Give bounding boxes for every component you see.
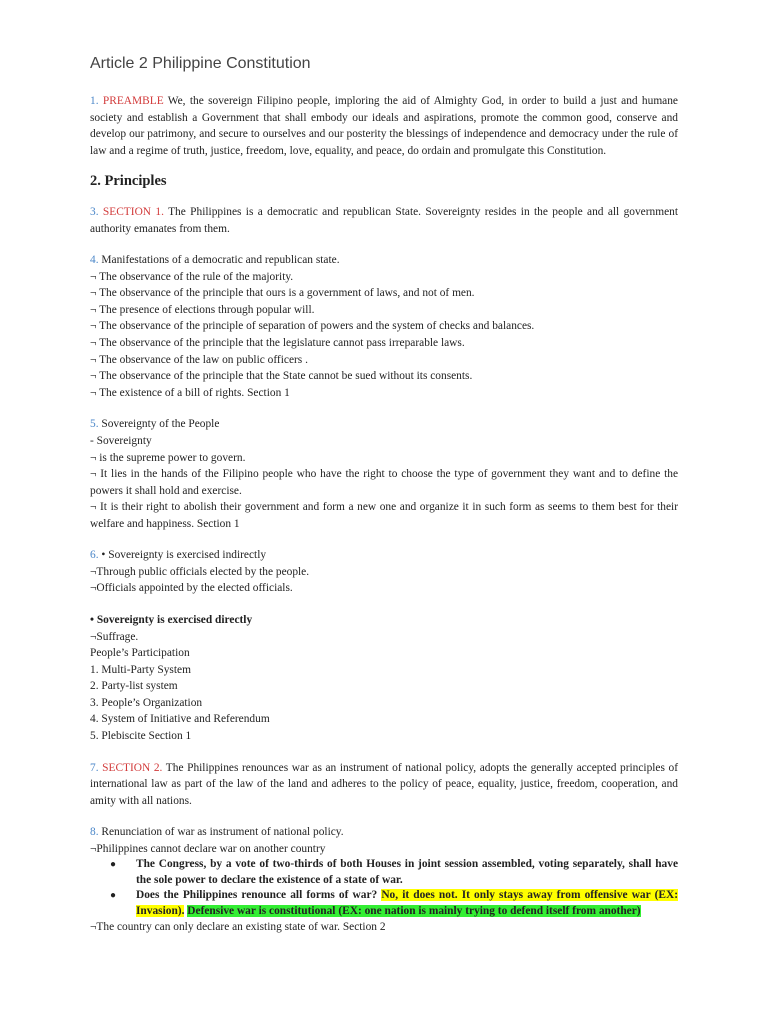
list-item: 1. Multi-Party System [90,663,191,676]
direct-block [90,612,678,745]
question-text: Does the Philippines renounce all forms of war? [136,889,382,902]
list-item: 3. People’s Organization [90,696,203,709]
principles-heading: 2. Principles [90,173,167,189]
preamble-text: We, the sovereign Filipino people, imploring the aid of Almighty God, in order to build a just and humane society and establish a Government that shall embody our ideals and aspirations, promote the common good, conserve and develop our patrimony, and secure to ourselves and our posterity the blessings of independence and democracy under the rule of law and a regime of truth, justice, freedom, love, equality, and peace, do ordain and promulgate this Constitution. [90,95,678,157]
sovereignty-heading: 5. Sovereignty of the People [90,418,220,431]
list-item: ¬ The observance of the principle that the State cannot be sued without its consents. [90,370,473,383]
sovereignty-paragraph: ¬ It lies in the hands of the Filipino people who have the right to choose the type of government they want and to define the powers it shall hold and exercise. [90,468,678,497]
list-item: ¬ The observance of the principle that ours is a government of laws, and not of men. [90,287,475,300]
list-item: 2. Party-list system [90,680,178,693]
list-item: ¬ The existence of a bill of rights. Section 1 [90,386,290,399]
list-item: ¬Officials appointed by the elected officials. [90,582,293,595]
indirect-block [90,547,678,597]
bullet-list [90,857,678,919]
renunciation-heading: 8. Renunciation of war as instrument of national policy. [90,826,344,839]
section2-label: SECTION 2. [102,761,163,774]
preamble-paragraph [90,93,678,159]
section1-label: SECTION 1. [102,206,164,218]
sovereignty-sub: - Sovereignty [90,434,152,447]
section2-paragraph [90,760,678,810]
preamble-label: PREAMBLE [102,95,164,107]
item-number: 7. [90,761,99,774]
list-item: 5. Plebiscite Section 1 [90,730,192,743]
list-item: ¬The country can only declare an existing state of war. Section 2 [90,921,386,934]
item-number: 4. [90,254,99,266]
list-item: 4. System of Initiative and Referendum [90,713,270,726]
item-number: 3. [90,206,99,218]
manifestations-heading: 4. Manifestations of a democratic and republican state. [90,254,340,266]
list-item: ¬ The observance of the law on public officers . [90,353,308,366]
section1-text: The Philippines is a democratic and republican State. Sovereignty resides in the people and all government authority emanates from them. [90,206,678,235]
section1-paragraph [90,204,678,237]
sovereignty-block [90,416,678,532]
sovereignty-paragraph: ¬ It is their right to abolish their government and form a new one and organize it in such form as seems to them best for their welfare and happiness. Section 1 [90,501,678,530]
item-number: 1. [90,95,99,107]
item-number: 6. [90,549,99,562]
renunciation-block [90,824,678,936]
list-item: ¬Suffrage. [90,630,139,643]
bullet-item [136,888,678,919]
yellow-highlight: No, it does not. It only stays away from offensive war (EX: Invasion). [136,889,678,917]
item-number: 8. [90,826,99,839]
list-item: ¬Philippines cannot declare war on another country [90,842,326,855]
list-item: ¬ The observance of the rule of the majority. [90,270,294,283]
indirect-heading: 6. • Sovereignty is exercised indirectly [90,549,267,562]
manifestations-block [90,252,678,401]
list-item: ¬Through public officials elected by the people. [90,565,310,578]
bullet-item: ● The Congress, by a vote of two-thirds of both Houses in joint session assembled, voting separately, shall have the sole power to declare the existence of a state of war. [136,857,678,888]
green-highlight: Defensive war is constitutional (EX: one nation is mainly trying to defend itself from another) [187,904,641,917]
item-number: 5. [90,418,99,431]
list-item: ¬ The observance of the principle that the legislature cannot pass irreparable laws. [90,336,465,349]
list-item: People’s Participation [90,647,190,660]
sovereignty-def: ¬ is the supreme power to govern. [90,451,246,464]
section2-text: The Philippines renounces war as an instrument of national policy, adopts the generally accepted principles of international law as part of the law of the land and adheres to the policy of peace, equality, justice, freedom, cooperation, and amity with all nations. [90,761,679,807]
direct-heading: • Sovereignty is exercised directly [90,613,253,626]
list-item: ¬ The presence of elections through popular will. [90,303,315,316]
document-title: Article 2 Philippine Constitution [90,55,311,72]
list-item: ¬ The observance of the principle of separation of powers and the system of checks and balances. [90,320,535,333]
